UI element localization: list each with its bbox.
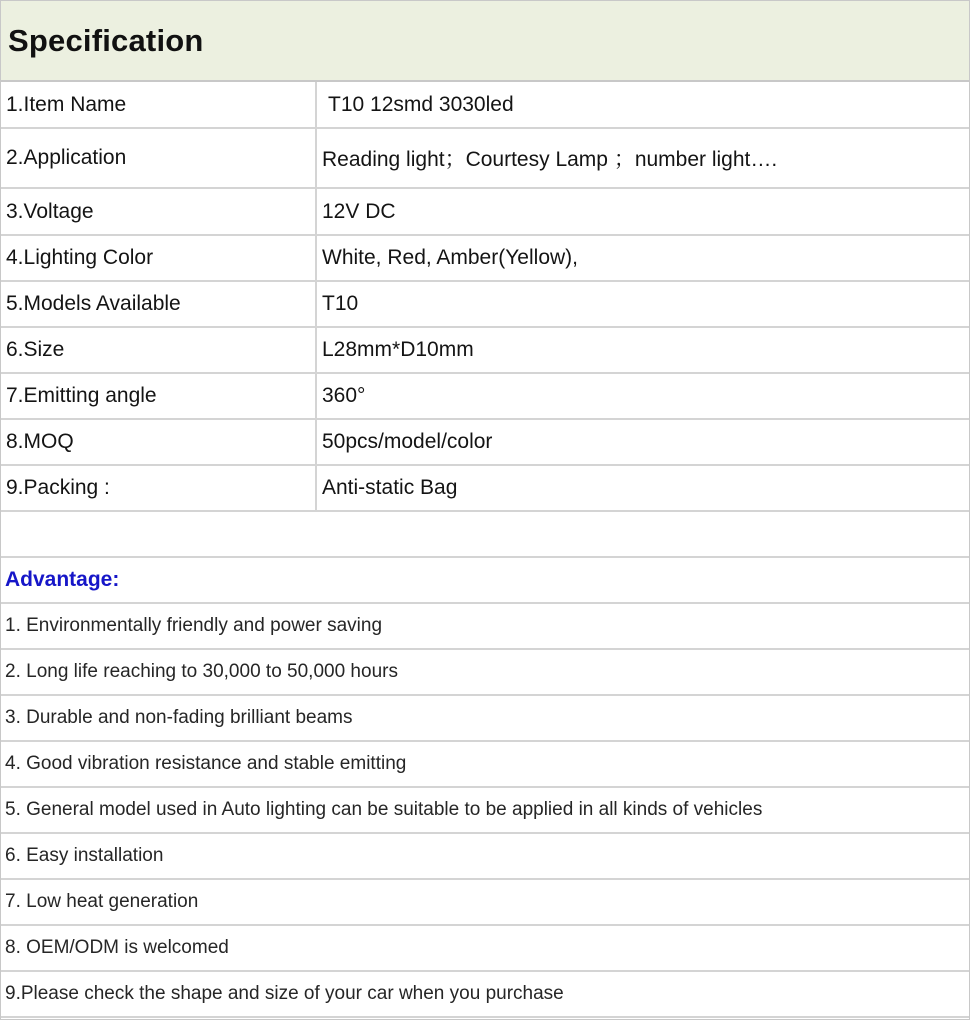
spec-value: Reading light；Courtesy Lamp ；number light…. <box>316 128 969 188</box>
advantage-item: 1. Environmentally friendly and power saving <box>1 604 969 650</box>
advantage-item: 4. Good vibration resistance and stable emitting <box>1 742 969 788</box>
advantage-item: 9.Please check the shape and size of your car when you purchase <box>1 972 969 1018</box>
spec-header <box>1 1 969 82</box>
spec-key: 8.MOQ <box>1 419 316 465</box>
spec-key: 5.Models Available <box>1 281 316 327</box>
spec-value: 50pcs/model/color <box>316 419 969 465</box>
spec-row-moq <box>1 419 969 465</box>
advantage-item: 8. OEM/ODM is welcomed <box>1 926 969 972</box>
spec-key: 4.Lighting Color <box>1 235 316 281</box>
spec-row-voltage <box>1 188 969 235</box>
spec-key: 1.Item Name <box>1 82 316 128</box>
spec-value: L28mm*D10mm <box>316 327 969 373</box>
spec-value: 360° <box>316 373 969 419</box>
spec-row-item-name <box>1 82 969 128</box>
advantage-item: 7. Low heat generation <box>1 880 969 926</box>
spec-value: 12V DC <box>316 188 969 235</box>
spec-value: T10 <box>316 281 969 327</box>
spec-row-size <box>1 327 969 373</box>
spec-key: 9.Packing : <box>1 465 316 511</box>
spec-key: 7.Emitting angle <box>1 373 316 419</box>
empty-row <box>1 512 969 558</box>
spec-key: 6.Size <box>1 327 316 373</box>
spec-table <box>1 82 969 512</box>
advantage-item: 3. Durable and non-fading brilliant beams <box>1 696 969 742</box>
spec-row-packing <box>1 465 969 511</box>
spec-value: Anti-static Bag <box>316 465 969 511</box>
advantage-item: 2. Long life reaching to 30,000 to 50,000 hours <box>1 650 969 696</box>
advantage-title: Advantage: <box>1 558 969 604</box>
advantage-list <box>1 604 969 1018</box>
advantage-item: 6. Easy installation <box>1 834 969 880</box>
advantage-item: 5. General model used in Auto lighting can be suitable to be applied in all kinds of vehicles <box>1 788 969 834</box>
spec-row-lighting-color <box>1 235 969 281</box>
spec-title: Specification <box>8 22 204 58</box>
spec-row-application <box>1 128 969 188</box>
spec-key: 3.Voltage <box>1 188 316 235</box>
spec-value: White, Red, Amber(Yellow), <box>316 235 969 281</box>
spec-value: T10 12smd 3030led <box>316 82 969 128</box>
spec-row-emitting-angle <box>1 373 969 419</box>
spec-row-models-available <box>1 281 969 327</box>
spec-key: 2.Application <box>1 128 316 188</box>
